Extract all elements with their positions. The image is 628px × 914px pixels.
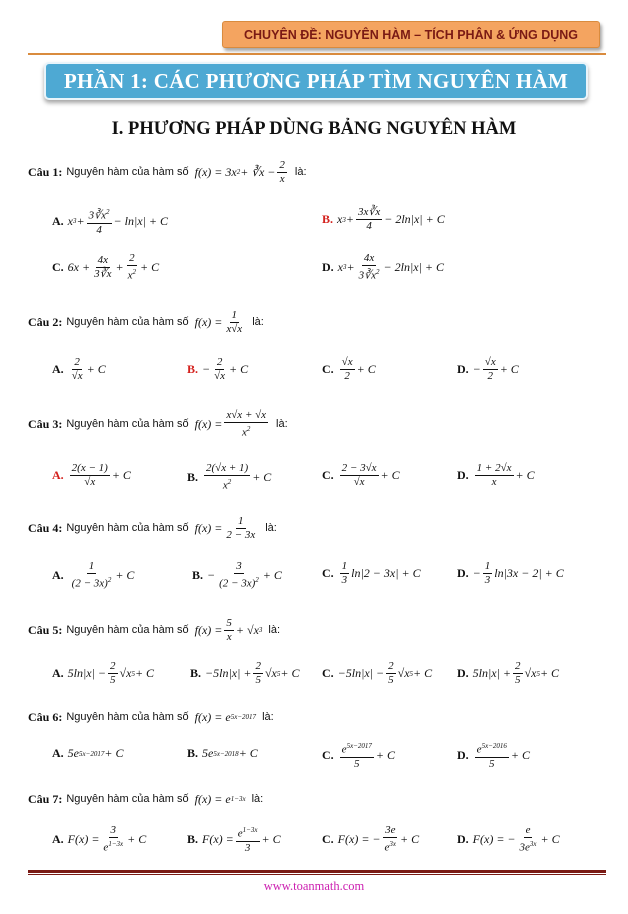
option-6c[interactable]: C. $\frac{e^{5x-2017}}{5}$ + C xyxy=(322,742,396,770)
question-5: Câu 5: Nguyên hàm của hàm số f(x) = $\frac{5}{x}$ + √x 3 là: xyxy=(28,616,281,643)
option-6d[interactable]: D. $\frac{e^{5x-2016}}{5}$ + C xyxy=(457,742,531,770)
topic-title: CHUYÊN ĐỀ: NGUYÊN HÀM – TÍCH PHÂN & ỨNG DỤNG xyxy=(244,27,578,42)
option-1d[interactable]: D. x 3 + $\frac{4x}{3∛x^2}$ − 2ln|x| + C xyxy=(322,252,444,282)
option-5b[interactable]: B. −5ln|x| + $\frac{2}{5}$ √x 5 + C xyxy=(190,660,300,686)
question-label: Câu 1: xyxy=(28,164,63,179)
part-title: PHẦN 1: CÁC PHƯƠNG PHÁP TÌM NGUYÊN HÀM xyxy=(63,68,569,93)
question-function: f(x) = $\frac{1}{2 - 3x}$ xyxy=(194,514,256,541)
topic-banner xyxy=(222,21,600,48)
option-3d[interactable]: D. $\frac{1 + 2√x}{x}$ + C xyxy=(457,462,535,488)
option-2d[interactable]: D. − $\frac{√x}{2}$ + C xyxy=(457,356,519,382)
option-4d[interactable]: D. − $\frac{1}{3}$ ln|3x − 2| + C xyxy=(457,560,564,586)
option-2c[interactable]: C. $\frac{√x}{2}$ + C xyxy=(322,356,376,382)
question-7: Câu 7: Nguyên hàm của hàm số f(x) = e 1−3x là: xyxy=(28,791,264,806)
bottom-divider xyxy=(28,870,606,873)
option-2b[interactable]: B. − $\frac{2}{√x}$ + C xyxy=(187,356,249,382)
option-7b[interactable]: B. F(x) = $\frac{e^{1-3x}}{3}$ + C xyxy=(187,826,281,854)
option-4c[interactable]: C. $\frac{1}{3}$ ln|2 − 3x| + C xyxy=(322,560,421,586)
top-divider xyxy=(28,53,606,55)
option-3a[interactable]: A. $\frac{2(x - 1)}{√x}$ + C xyxy=(52,462,131,488)
question-suffix: là: xyxy=(294,166,307,178)
question-function: f(x) = e 1−3x xyxy=(194,791,246,806)
question-function: f(x) = $\frac{x√x + √x}{x^2}$ xyxy=(194,408,267,439)
option-5d[interactable]: D. 5ln|x| + $\frac{2}{5}$ √x 5 + C xyxy=(457,660,560,686)
part-banner xyxy=(44,62,588,100)
option-6a[interactable]: A. 5e 5x−2017 + C xyxy=(52,746,124,760)
question-6: Câu 6: Nguyên hàm của hàm số f(x) = e 5x−2017 là: xyxy=(28,709,274,724)
option-4b[interactable]: B. − $\frac{3}{(2 - 3x)^2}$ + C xyxy=(192,560,282,590)
section-title: I. PHƯƠNG PHÁP DÙNG BẢNG NGUYÊN HÀM xyxy=(111,119,517,139)
option-1b[interactable]: B. x 3 + $\frac{3x∛x}{4}$ − 2ln|x| + C xyxy=(322,206,445,232)
bottom-divider-thin xyxy=(28,874,606,875)
question-function: f(x) = $\frac{5}{x}$ + √x 3 xyxy=(194,616,263,643)
option-1c[interactable]: C. 6x + $\frac{4x}{3∛x}$ + $\frac{2}{x^2}$ + C xyxy=(52,252,160,282)
option-6b[interactable]: B. 5e 5x−2018 + C xyxy=(187,746,258,760)
option-4a[interactable]: A. $\frac{1}{(2 - 3x)^2}$ + C xyxy=(52,560,135,590)
question-function: f(x) = 3x 2 + ∛x − $\frac{2}{x}$ xyxy=(194,158,285,185)
option-5a[interactable]: A. 5ln|x| − $\frac{2}{5}$ √x 5 + C xyxy=(52,660,155,686)
question-function: f(x) = e 5x−2017 xyxy=(194,709,257,724)
footer-link[interactable]: www.toanmath.com xyxy=(263,879,365,893)
option-7a[interactable]: A. F(x) = $\frac{3}{e^{1-3x}}$ + C xyxy=(52,824,147,854)
question-3: Câu 3: Nguyên hàm của hàm số f(x) = $\frac{x√x + √x}{x^2}$ là: xyxy=(28,408,288,439)
question-4: Câu 4: Nguyên hàm của hàm số f(x) = $\frac{1}{2 - 3x}$ là: xyxy=(28,514,277,541)
option-7c[interactable]: C. F(x) = − $\frac{3e}{e^{3x}}$ + C xyxy=(322,824,420,854)
option-2a[interactable]: A. $\frac{2}{√x}$ + C xyxy=(52,356,106,382)
option-1a[interactable]: A. x 3 + $\frac{3∛x^2}{4}$ − ln|x| + C xyxy=(52,208,168,236)
question-2: Câu 2: Nguyên hàm của hàm số f(x) = $\frac{1}{x√x}$ là: xyxy=(28,308,264,335)
option-5c[interactable]: C. −5ln|x| − $\frac{2}{5}$ √x 5 + C xyxy=(322,660,433,686)
question-1 xyxy=(28,158,307,186)
option-3b[interactable]: B. $\frac{2(√x + 1)}{x^2}$ + C xyxy=(187,462,272,492)
question-stem: Nguyên hàm của hàm số xyxy=(66,166,189,178)
option-3c[interactable]: C. $\frac{2 - 3√x}{√x}$ + C xyxy=(322,462,400,488)
option-7d[interactable]: D. F(x) = − $\frac{e}{3e^{3x}}$ + C xyxy=(457,824,560,854)
question-function: f(x) = $\frac{1}{x√x}$ xyxy=(194,308,243,335)
